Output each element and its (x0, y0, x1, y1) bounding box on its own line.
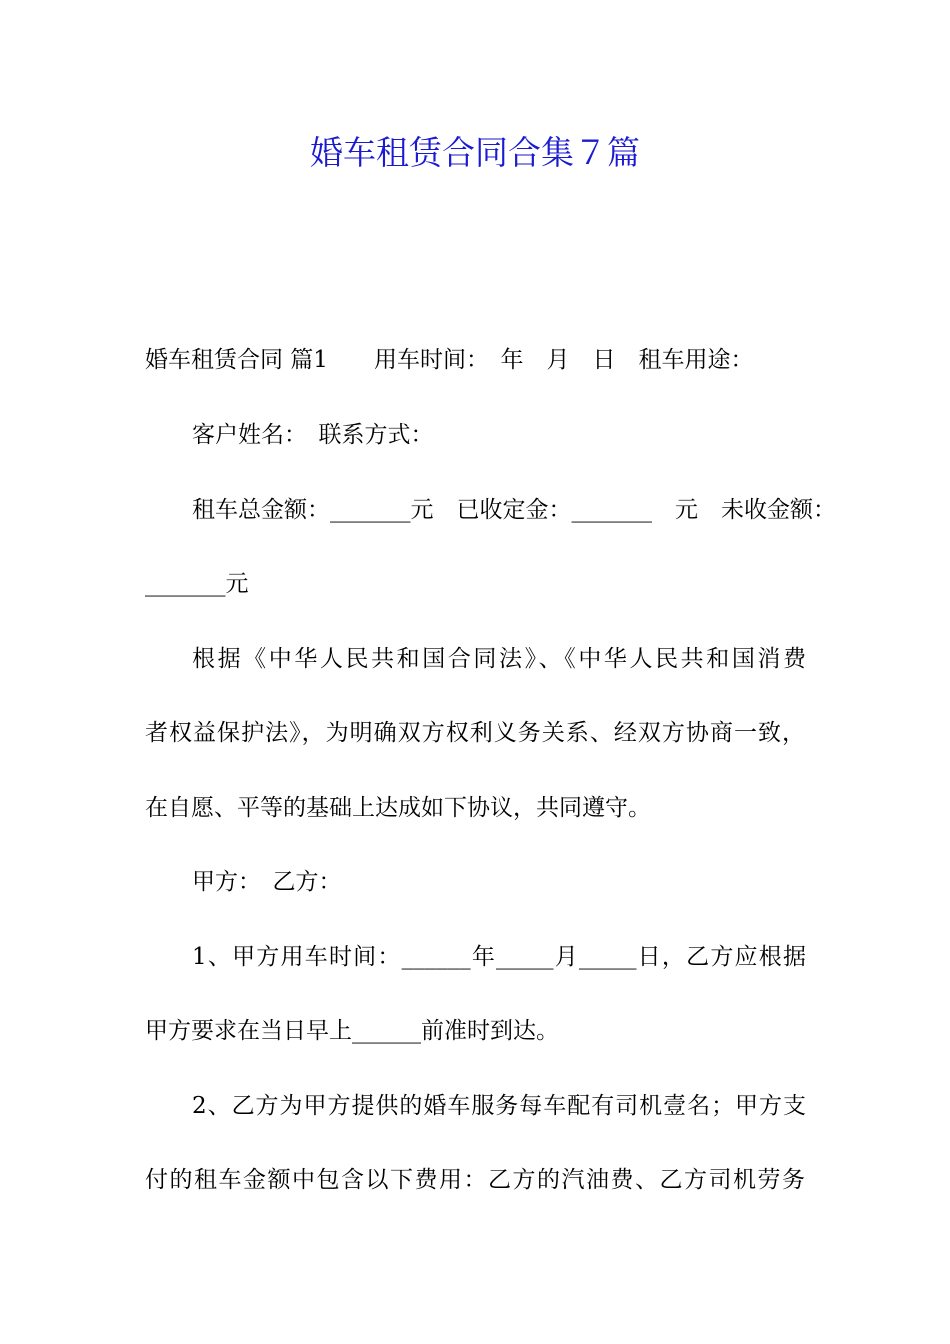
clause-2-line-2: 付的租车金额中包含以下费用：乙方的汽油费、乙方司机劳务 (145, 1167, 805, 1193)
customer-info-line: 客户姓名： 联系方式： (192, 422, 434, 448)
parties-line: 甲方： 乙方： (192, 869, 342, 895)
amount-line-continued: _______元 (145, 571, 249, 597)
paragraph-preamble-line-2: 者权益保护法》，为明确双方权利义务关系、经双方协商一致， (145, 720, 805, 746)
contract-heading-line: 婚车租赁合同 篇1 用车时间： 年 月 日 租车用途： (145, 347, 754, 373)
document-title: 婚车租赁合同合集７篇 (310, 133, 640, 172)
clause-2-line-1: 2、乙方为甲方提供的婚车服务每车配有司机壹名；甲方支 (192, 1093, 806, 1119)
paragraph-preamble-line-1: 根据《中华人民共和国合同法》、《中华人民共和国消费 (192, 646, 806, 672)
clause-1-line-2: 甲方要求在当日早上______前准时到达。 (145, 1018, 559, 1044)
clause-1-line-1: 1、甲方用车时间：______年_____月_____日，乙方应根据 (192, 944, 806, 970)
paragraph-preamble-line-3: 在自愿、平等的基础上达成如下协议，共同遵守。 (145, 795, 651, 821)
amount-line: 租车总金额：_______元 已收定金：_______ 元 未收金额： (192, 497, 836, 523)
